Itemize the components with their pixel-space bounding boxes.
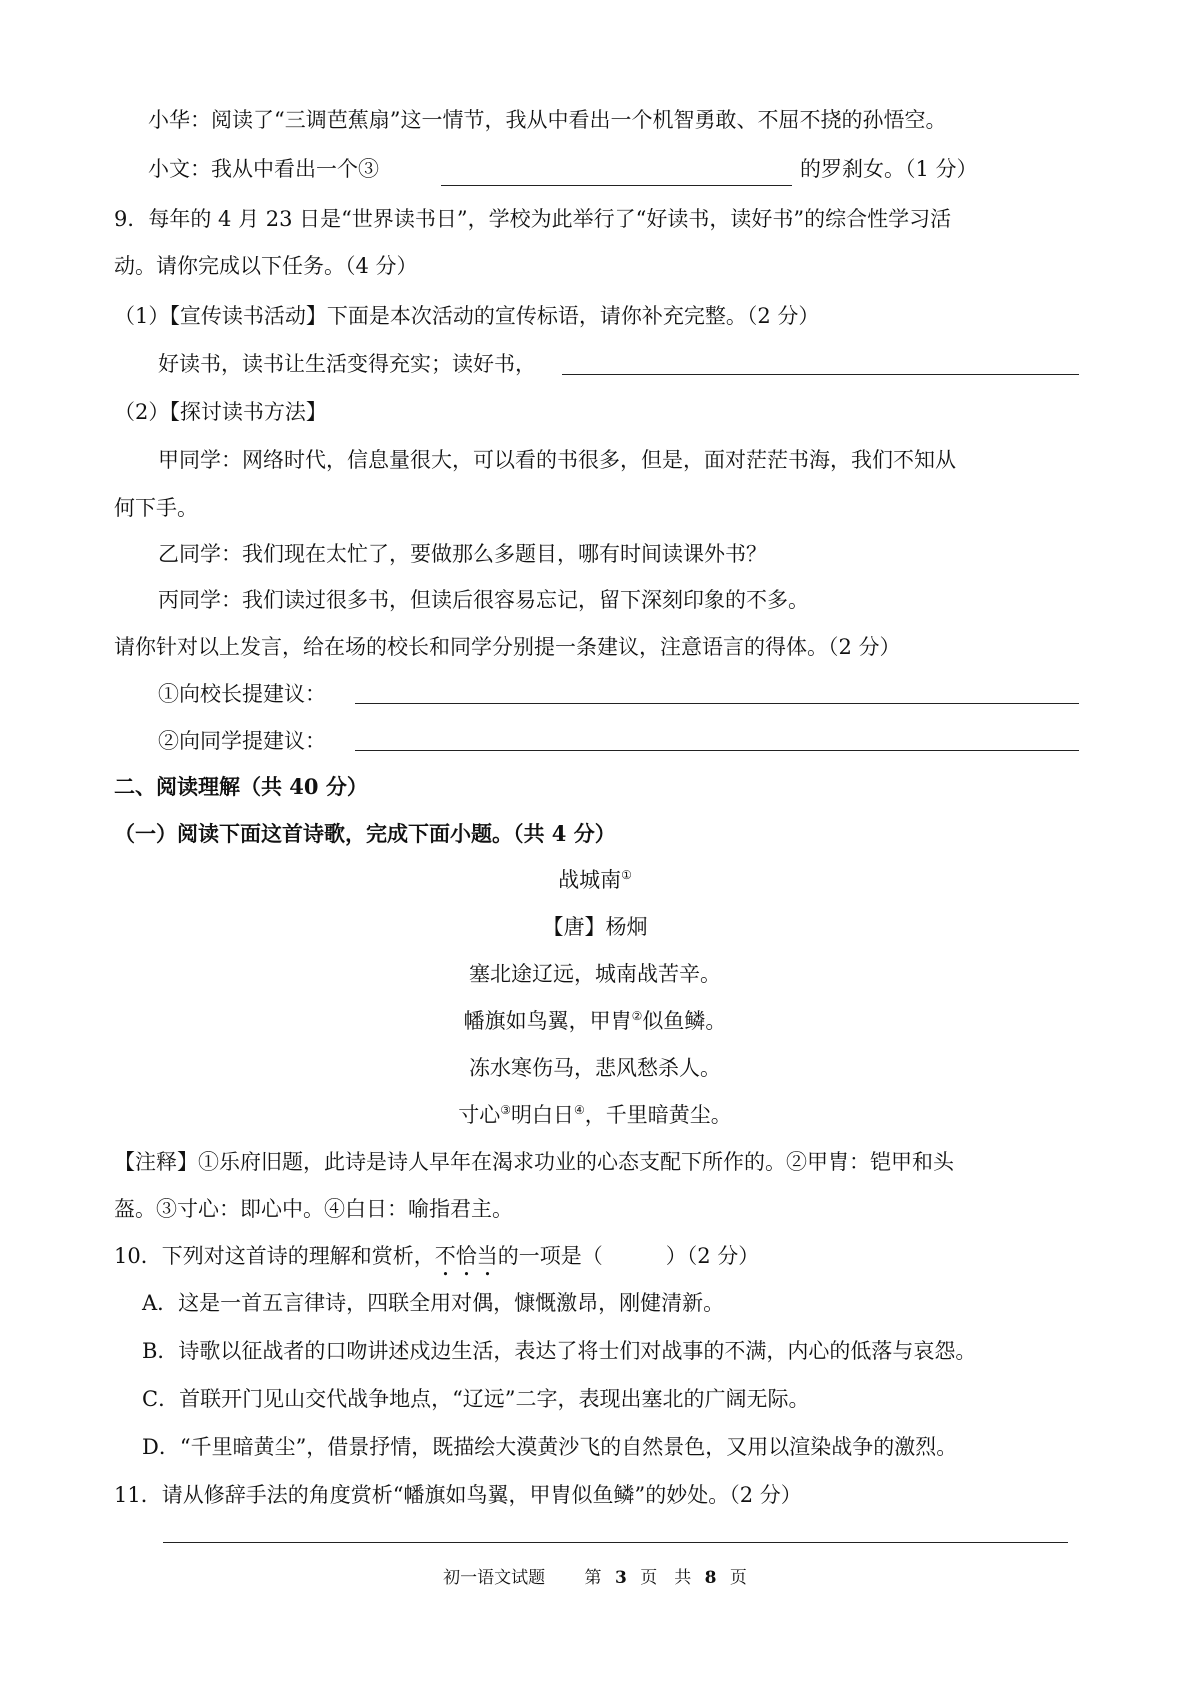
q10-emphasis: 不恰当 bbox=[434, 1244, 498, 1268]
answer-blank-slogan[interactable] bbox=[562, 374, 1079, 375]
q8-xiaowen-prefix: 小文：我从中看出一个③ bbox=[148, 157, 379, 181]
footer-page-prefix: 第 bbox=[584, 1568, 602, 1588]
poem-line-4-b: 明白日 bbox=[511, 1103, 574, 1127]
q9-jia-line1: 甲同学：网络时代，信息量很大，可以看的书很多，但是，面对茫茫书海，我们不知从 bbox=[158, 448, 956, 472]
note-marker-2: ② bbox=[631, 1009, 643, 1023]
answer-blank-principal[interactable] bbox=[355, 703, 1079, 704]
q10-stem bbox=[114, 1242, 759, 1281]
poem-line-2-a: 幡旗如鸟翼，甲胄 bbox=[463, 1009, 632, 1033]
section2-part1-title: （一）阅读下面这首诗歌，完成下面小题。（共 4 分） bbox=[114, 821, 616, 846]
poem-line-4-c: ，千里暗黄尘。 bbox=[584, 1103, 732, 1127]
poem-title bbox=[0, 866, 1190, 894]
answer-line-q11[interactable] bbox=[163, 1542, 1068, 1543]
q9-yi: 乙同学：我们现在太忙了，要做那么多题目，哪有时间读课外书？ bbox=[158, 542, 767, 566]
poem-title-text: 战城南 bbox=[558, 868, 622, 892]
answer-blank-q8-3[interactable] bbox=[441, 185, 792, 186]
page-footer bbox=[0, 1563, 1190, 1588]
footer-page-suffix: 页 bbox=[729, 1568, 747, 1588]
note-marker-1: ① bbox=[621, 868, 632, 882]
poem-line-2 bbox=[0, 1007, 1190, 1035]
q10-stem-post: 的一项是（ ）（2 分） bbox=[497, 1244, 760, 1268]
q9-prompt: 请你针对以上发言，给在场的校长和同学分别提一条建议，注意语言的得体。（2 分） bbox=[114, 635, 901, 659]
q10-option-a[interactable]: A．这是一首五言律诗，四联全用对偶，慷慨激昂，刚健清新。 bbox=[142, 1291, 725, 1315]
q9-slogan: 好读书，读书让生活变得充实；读好书， bbox=[158, 352, 536, 376]
footer-page-total: 8 bbox=[704, 1568, 717, 1588]
q9-stem-line2: 动。请你完成以下任务。（4 分） bbox=[114, 254, 418, 278]
footer-page-number: 3 bbox=[614, 1568, 627, 1588]
footer-subject: 初一语文试题 bbox=[443, 1568, 546, 1588]
q9-task2: （2）【探讨读书方法】 bbox=[114, 400, 327, 424]
poem-author: 【唐】杨炯 bbox=[542, 915, 648, 939]
notes-line1: 【注释】①乐府旧题，此诗是诗人早年在渴求功业的心态支配下所作的。②甲胄：铠甲和头 bbox=[114, 1150, 954, 1174]
poem-line-1: 塞北途辽远，城南战苦辛。 bbox=[469, 962, 721, 986]
section2-title: 二、阅读理解（共 40 分） bbox=[114, 774, 368, 799]
footer-page-mid: 页 共 bbox=[640, 1568, 692, 1588]
q9-task1: （1）【宣传读书活动】下面是本次活动的宣传标语，请你补充完整。（2 分） bbox=[114, 304, 820, 328]
notes-line2: 盔。③寸心：即心中。④白日：喻指君主。 bbox=[114, 1197, 513, 1221]
q9-jia-line2: 何下手。 bbox=[114, 496, 198, 520]
q10-stem-pre: 10．下列对这首诗的理解和赏析， bbox=[114, 1244, 435, 1268]
q11-stem: 11．请从修辞手法的角度赏析“幡旗如鸟翼，甲胄似鱼鳞”的妙处。（2 分） bbox=[114, 1483, 802, 1507]
poem-line-4 bbox=[0, 1101, 1190, 1129]
note-marker-4: ④ bbox=[574, 1103, 585, 1117]
q9-suggest-classmates-label: ②向同学提建议： bbox=[158, 729, 326, 753]
q8-xiaohua-line: 小华：阅读了“三调芭蕉扇”这一情节，我从中看出一个机智勇敢、不屈不挠的孙悟空。 bbox=[148, 108, 947, 132]
answer-blank-classmates[interactable] bbox=[355, 750, 1079, 751]
poem-line-3: 冻水寒伤马，悲风愁杀人。 bbox=[469, 1056, 721, 1080]
note-marker-3: ③ bbox=[500, 1103, 511, 1117]
q10-option-d[interactable]: D．“千里暗黄尘”，借景抒情，既描绘大漠黄沙飞的自然景色，又用以渲染战争的激烈。 bbox=[142, 1435, 958, 1459]
q10-option-c[interactable]: C．首联开门见山交代战争地点，“辽远”二字，表现出塞北的广阔无际。 bbox=[142, 1387, 810, 1411]
q8-xiaowen-suffix: 的罗刹女。（1 分） bbox=[800, 157, 978, 181]
q10-option-b[interactable]: B．诗歌以征战者的口吻讲述戍边生活，表达了将士们对战事的不满，内心的低落与哀怨。 bbox=[142, 1339, 977, 1363]
poem-line-2-b: 似鱼鳞。 bbox=[642, 1009, 727, 1033]
q9-suggest-principal-label: ①向校长提建议： bbox=[158, 682, 326, 706]
q9-stem-line1: 9．每年的 4 月 23 日是“世界读书日”，学校为此举行了“好读书，读好书”的综合性学习活 bbox=[114, 207, 952, 231]
poem-line-4-a: 寸心 bbox=[458, 1103, 501, 1127]
q9-bing: 丙同学：我们读过很多书，但读后很容易忘记，留下深刻印象的不多。 bbox=[158, 588, 809, 612]
